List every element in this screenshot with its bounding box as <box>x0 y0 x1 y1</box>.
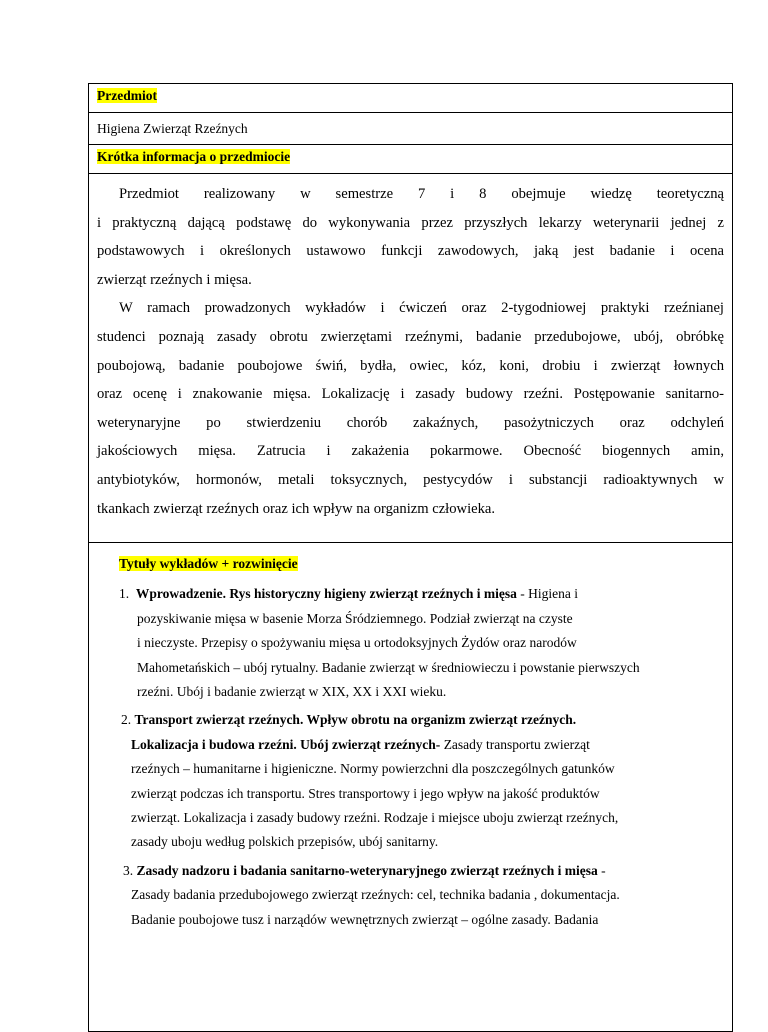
desc-line: i praktyczną dającą podstawę do wykonywania przez przyszłych lekarzy weterynarii jednej z <box>97 214 724 231</box>
subject-header-row <box>89 84 732 113</box>
lecture-line: Mahometańskich – ubój rytualny. Badanie zwierząt w średniowieczu i powstanie pierwszych <box>137 659 640 675</box>
lecture-line: i nieczyste. Przepisy o spożywaniu mięsa u ortodoksyjnych Żydów oraz narodów <box>137 635 577 651</box>
desc-line: Przedmiot realizowany w semestrze 7 i 8 obejmuje wiedzę teoretyczną <box>119 186 724 202</box>
lecture-title: Wprowadzenie. Rys historyczny higieny zwierząt rzeźnych i mięsa <box>135 586 517 602</box>
subject-header: Przedmiot <box>97 88 157 103</box>
lecture-number: 3. <box>123 862 134 878</box>
desc-line: zwierząt rzeźnych i mięsa. <box>97 271 252 288</box>
lecture-title: Transport zwierząt rzeźnych. Wpływ obrotu na organizm zwierząt rzeźnych. <box>134 712 577 728</box>
lecture-text: - <box>597 862 606 878</box>
lecture-item <box>97 582 724 704</box>
lecture-item <box>97 859 724 932</box>
subject-value-row <box>89 113 732 145</box>
lecture-line: rzeźni. Ubój i badanie zwierząt w XIX, XX i XXI wieku. <box>137 684 447 700</box>
lecture-line: Zasady badania przedubojowego zwierząt rzeźnych: cel, technika badania , dokumentacja. <box>131 887 620 903</box>
lecture-line: zwierząt podczas ich transportu. Stres transportowy i jego wpływ na jakość produktów <box>131 785 600 801</box>
subject-value: Higiena Zwierząt Rzeźnych <box>97 121 248 136</box>
desc-line: weterynaryjne po stwierdzeniu chorób zakaźnych, pasożytniczych oraz odchyleń <box>97 414 724 431</box>
desc-line: oraz ocenę i znakowanie mięsa. Lokalizację i zasady budowy rzeźni. Postępowanie sanitarno- <box>97 386 724 403</box>
lecture-line: rzeźnych – humanitarne i higieniczne. Normy powierzchni dla poszczególnych gatunków <box>131 761 615 777</box>
lecture-number: 2. <box>121 712 132 728</box>
lecture-line: zwierząt. Lokalizacja i zasady budowy rzeźni. Rodzaje i miejsce uboju zwierząt rzeźnych, <box>131 810 619 826</box>
lecture-line: zasady uboju według polskich przepisów, ubój sanitarny. <box>131 834 439 850</box>
lecture-text: - Higiena i <box>516 586 578 602</box>
info-header: Krótka informacja o przedmiocie <box>97 149 291 164</box>
lecture-title: Lokalizacja i budowa rzeźni. Ubój zwierząt rzeźnych- <box>131 736 441 752</box>
lecture-item <box>97 708 724 854</box>
desc-line: studenci poznają zasady obrotu zwierzętami rzeźnymi, badanie przedubojowe, ubój, obróbkę <box>97 328 724 345</box>
lecture-line: Badanie poubojowe tusz i narządów wewnętrznych zwierząt – ogólne zasady. Badania <box>131 911 599 927</box>
lecture-title: Zasady nadzoru i badania sanitarno-weterynaryjnego zwierząt rzeźnych i mięsa <box>136 862 598 878</box>
lecture-number: 1. <box>119 586 130 602</box>
course-table <box>88 83 733 1032</box>
lecture-line: pozyskiwanie mięsa w basenie Morza Śródziemnego. Podział zwierząt na czyste <box>137 610 573 626</box>
lectures-row <box>89 543 732 1031</box>
desc-line: W ramach prowadzonych wykładów i ćwiczeń oraz 2-tygodniowej praktyki rzeźnianej <box>119 300 724 317</box>
desc-line: jakościowych mięsa. Zatrucia i zakażenia pokarmowe. Obecność biogennych amin, <box>97 443 724 460</box>
desc-line: tkankach zwierząt rzeźnych oraz ich wpływ na organizm człowieka. <box>97 500 496 517</box>
lectures-header: Tytuły wykładów + rozwinięcie <box>119 556 298 571</box>
lecture-text: Zasady transportu zwierząt <box>440 736 590 752</box>
desc-line: poubojową, badanie poubojowe świń, bydła, owiec, kóz, koni, drobiu i zwierząt łownych <box>97 357 724 374</box>
info-header-row <box>89 145 732 174</box>
desc-line: antybiotyków, hormonów, metali toksycznych, pestycydów i substancji radioaktywnych w <box>97 471 724 488</box>
desc-line: podstawowych i określonych ustawowo funkcji zawodowych, jaką jest badanie i ocena <box>97 243 724 260</box>
description-row <box>89 174 732 543</box>
